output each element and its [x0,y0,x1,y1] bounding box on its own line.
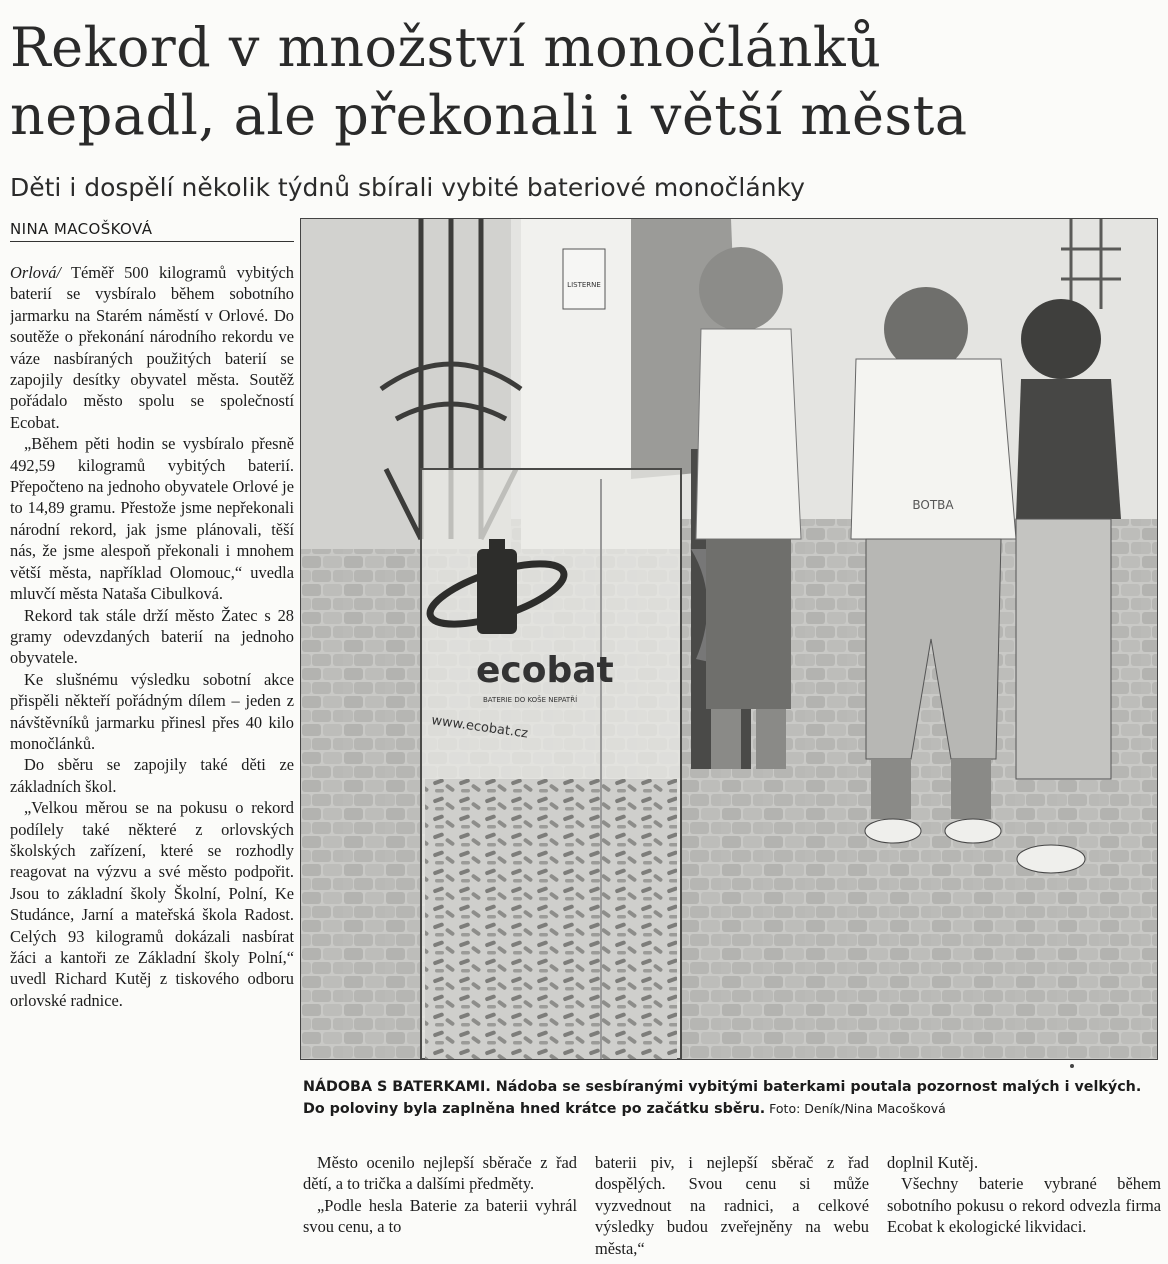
bottom-column-2 [595,1152,869,1260]
paragraph [10,262,294,433]
paragraph: Ke slušnému výsledku sobotní akce přispěli někteří pořádným dílem – jeden z návštěvníků jarmarku přinesl přes 40 kilo monočlánků. [10,669,294,753]
photo-illustration [301,219,1157,1059]
sign-text: LISTERNE [567,281,601,289]
paragraph: „Velkou měrou se na pokusu o rekord podílely také některé z orlovských školských zařízení, které se rozhodly reagovat na výzvu a své město podpořit. Jsou to základní školy Školní, Polní, Ke Studánce, Jarní a mateřská škola Radost. Celých 93 kilogramů dokázali nasbírat žáci a kantoři ze Základní školy Polní,“ uvedl Richard Kutěj z tiskového odboru orlovské radnice. [10,798,294,1010]
headline-line-2: nepadl, ale překonali i větší města [10,84,968,147]
bin-brand-text: ecobat [476,650,614,691]
paragraph: Do sběru se zapojily také děti ze základních škol. [10,755,294,796]
news-photo [300,218,1158,1060]
headline-line-1: Rekord v množství monočlánků [10,16,882,79]
paragraph: „Během pěti hodin se vysbíralo přesně 492,59 kilogramů vybitých baterií. Přepočteno na jednoho obyvatele Orlové je to 14,89 gramu. Přestože jsme nepřekonali národní rekord, jak jsme plánovali, těší nás, že jsme alespoň překonali i mnohem větší města, například Olomouc,“ uvedla mluvčí města Nataša Cibulková. [10,434,294,604]
paragraph: Všechny baterie vybrané během sobotního pokusu o rekord odvezla firma Ecobat k ekologické likvidaci. [887,1174,1161,1237]
caption-text: Nádoba se sesbíranými vybitými baterkami poutala pozornost malých i velkých. Do poloviny byla zaplněna hned krátce po začátku sběru. [303,1079,1142,1117]
print-mark [1070,1064,1074,1068]
dateline: Orlová/ [10,263,61,282]
caption-heading: NÁDOBA S BATERKAMI. [303,1079,491,1095]
paragraph: baterii piv, i nejlepší sběrač z řad dospělých. Svou cenu si může vyzvednout na radnici, a celkové výsledky budou zveřejněny na webu města,“ [595,1153,869,1258]
headline [10,14,1160,150]
paragraph: „Podle hesla Baterie za baterii vyhrál svou cenu, a to [303,1195,577,1237]
photo-caption [303,1077,1161,1120]
byline: NINA MACOŠKOVÁ [10,220,294,242]
battery-icon [477,549,517,634]
photo-credit: Foto: Deník/Nina Macošková [765,1101,946,1116]
bin-slogan: BATERIE DO KOŠE NEPATŘÍ [483,696,578,704]
battery-bin [421,469,681,1059]
bottom-column-1 [303,1152,577,1260]
paragraph: Rekord tak stále drží město Žatec s 28 gramy odevzdaných baterií na jednoho obyvatele. [10,605,294,668]
bottom-columns [303,1152,1161,1260]
bin-url: www.ecobat.cz [430,713,529,742]
paragraph-text: Téměř 500 kilogramů vybitých baterií se vysbíralo během sobotního jarmarku na Starém náměstí v Orlové. Do soutěže o překonání národního rekordu ve váze nasbíraných použitých baterií se zapojily desítky obyvatel města. Soutěž pořádalo město spolu se společností Ecobat. [10,263,294,432]
left-column [10,262,294,1260]
bottom-column-3 [887,1152,1161,1260]
paragraph: doplnil Kutěj. [887,1153,979,1172]
shirt-text: BOTBA [912,498,954,512]
sign-board [563,249,605,309]
subheadline: Děti i dospělí několik týdnů sbírali vybité bateriové monočlánky [10,173,805,202]
paragraph: Město ocenilo nejlepší sběrače z řad dětí, a to trička a dalšími předměty. [303,1153,577,1194]
